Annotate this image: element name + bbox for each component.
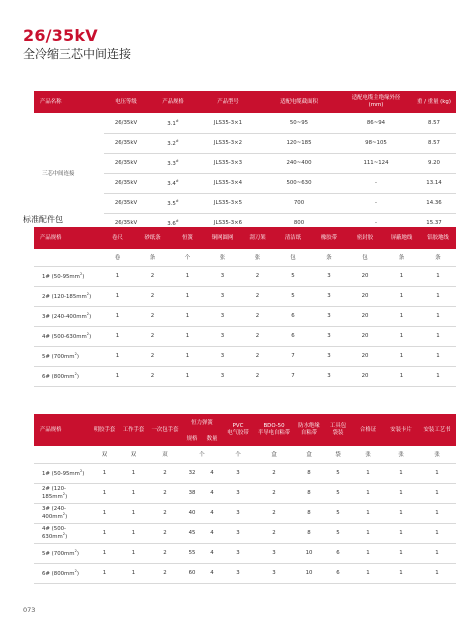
spec-mark: # [175,139,179,144]
value-cell: 20 [347,366,383,386]
unit-cell: 卷 [100,249,135,266]
col-header: 重 / 重量 (kg) [412,91,456,113]
value-cell: 2 [240,326,275,346]
spec-label: 4# (500-630mm [42,333,87,340]
unit-cell: 张 [352,446,384,463]
value-cell: 1 [100,306,135,326]
value-cell: 5 [324,523,352,543]
value-cell: 5 [324,483,352,503]
col-header: 产品规格 [34,227,100,249]
spec-cell [148,133,198,153]
table-header-row [34,91,456,113]
value-cell: 3 [222,483,254,503]
voltage-cell: 26/35kV [104,213,148,233]
table-header-row [34,227,456,249]
table-header-row [34,414,456,432]
section-title: 标准配件包 [23,215,63,224]
col-header: BDO-50 半导电自粘带 [254,414,294,446]
unit-cell: 条 [311,249,347,266]
value-cell: 3 [254,563,294,583]
col-header: 清洁纸 [275,227,311,249]
voltage-cell: 26/35kV [104,193,148,213]
spec-mark: # [175,179,179,184]
unit-cell: 盒 [254,446,294,463]
value-cell: 6 [275,306,311,326]
value-cell: 4 [202,543,222,563]
spec-mark: # [175,219,179,224]
units-row [34,249,456,266]
value-cell: 1 [352,563,384,583]
weight-cell: 8.57 [412,133,456,153]
value-cell: 1 [100,326,135,346]
model-cell: JLS35-3×2 [198,133,258,153]
col-header: 工作手套 [119,414,148,446]
value-cell: 2 [254,483,294,503]
value-cell: 1 [352,483,384,503]
col-header: 适配电缆主绝缘外径 (mm) [340,91,412,113]
value-cell: 3 [311,346,347,366]
value-cell: 2 [148,523,182,543]
col-header: 铝胶地线 [420,227,456,249]
value-cell: 1 [119,463,148,483]
unit-cell: 双 [148,446,182,463]
spec-cell: 3# $(240-400mm^2)$ [34,503,90,523]
weight-cell: 13.14 [412,173,456,193]
spec-value: 3.6 [167,220,176,227]
table-row [34,326,456,346]
value-cell: 3 [205,286,240,306]
voltage-cell: 26/35kV [104,173,148,193]
area-cell: 240~400 [258,153,340,173]
spec-value: 3.4 [167,180,176,187]
col-header: 适配电缆截面积 [258,91,340,113]
value-cell: 1 [119,503,148,523]
unit-cell: 包 [347,249,383,266]
spec-sup: 2 [74,352,77,357]
value-cell: 1 [100,346,135,366]
table-row [34,503,456,523]
value-cell: 1 [418,483,456,503]
value-cell: 2 [135,346,170,366]
value-cell: 1 [352,503,384,523]
col-header: 卷尺 [100,227,135,249]
spec-cell [148,173,198,193]
value-cell: 1 [170,266,205,286]
value-cell: 1 [90,523,119,543]
value-cell: 8 [294,503,324,523]
spec-sup: 2 [79,272,83,277]
value-cell: 3 [222,463,254,483]
unit-cell: 条 [420,249,456,266]
value-cell: 1 [170,366,205,386]
value-cell: 2 [254,463,294,483]
spec-sup: 2 [86,292,90,297]
value-cell: 2 [240,266,275,286]
value-cell: 1 [90,483,119,503]
page-title: 26/35kV [23,26,98,45]
value-cell: 1 [170,306,205,326]
col-header: PVC 电气胶带 [222,414,254,446]
spec-cell: 2# $(120-185mm^2)$ [34,286,100,306]
col-header: 产品规格 [148,91,198,113]
col-subheader: 规格 [182,432,202,446]
value-cell: 4 [202,503,222,523]
value-cell: 6 [275,326,311,346]
unit-cell [34,249,100,266]
value-cell: 8 [294,523,324,543]
value-cell: 1 [119,563,148,583]
value-cell: 6 [324,543,352,563]
unit-cell: 条 [383,249,420,266]
value-cell: 38 [182,483,202,503]
value-cell: 1 [383,326,420,346]
spec-cell: 6# $(800mm^2)$ [34,366,100,386]
diameter-cell: 111~124 [340,153,412,173]
value-cell: 3 [222,523,254,543]
value-cell: 1 [420,306,456,326]
value-cell: 1 [384,503,418,523]
value-cell: 3 [311,286,347,306]
col-header: 合格证 [352,414,384,446]
col-header: 铜网圆网 [205,227,240,249]
col-header: 安装卡片 [384,414,418,446]
model-cell: JLS35-3×6 [198,213,258,233]
value-cell: 1 [383,266,420,286]
table-row [34,306,456,326]
value-cell: 1 [383,366,420,386]
value-cell: 1 [90,503,119,523]
unit-cell: 个 [222,446,254,463]
value-cell: 5 [324,463,352,483]
value-cell: 1 [383,306,420,326]
unit-cell: 双 [119,446,148,463]
value-cell: 40 [182,503,202,523]
page-number: 073 [23,606,36,614]
value-cell: 2 [240,366,275,386]
value-cell: 1 [420,286,456,306]
col-header: 砂纸条 [135,227,170,249]
unit-cell: 张 [240,249,275,266]
spec-sup: 2 [74,569,77,574]
unit-cell: 条 [135,249,170,266]
value-cell: 1 [170,326,205,346]
value-cell: 1 [90,563,119,583]
value-cell: 60 [182,563,202,583]
area-cell: 50~95 [258,113,340,133]
spec-value: 3.2 [167,140,176,147]
spec-mark: # [175,118,179,123]
value-cell: 1 [90,543,119,563]
col-header: 一次包手套 [148,414,182,446]
units-row [34,446,456,463]
table-row [34,266,456,286]
value-cell: 1 [352,463,384,483]
accessory-table [34,227,456,387]
value-cell: 3 [205,326,240,346]
weight-cell: 15.37 [412,213,456,233]
spec-value: 3.5 [167,200,176,207]
value-cell: 1 [352,543,384,563]
col-subheader: 数量 [202,432,222,446]
col-header: 橡胶带 [311,227,347,249]
spec-cell: 4# $(500-630mm^2)$ [34,523,90,543]
value-cell: 2 [135,326,170,346]
col-header-group: 恒力弹簧 [182,414,222,432]
col-header: 密封胶 [347,227,383,249]
value-cell: 3 [222,503,254,523]
value-cell: 3 [222,543,254,563]
value-cell: 2 [254,503,294,523]
spec-cell: 4# $(500-630mm^2)$ [34,326,100,346]
area-cell: 800 [258,213,340,233]
spec-label: 1# (50-95mm [42,470,80,477]
value-cell: 20 [347,326,383,346]
table-row [34,483,456,503]
value-cell: 2 [240,346,275,366]
model-cell: JLS35-3×1 [198,113,258,133]
diameter-cell: - [340,213,412,233]
value-cell: 2 [148,463,182,483]
col-header: 明胶手套 [90,414,119,446]
spec-cell [148,193,198,213]
voltage-cell: 26/35kV [104,153,148,173]
value-cell: 3 [311,366,347,386]
value-cell: 1 [384,483,418,503]
value-cell: 5 [275,266,311,286]
value-cell: 32 [182,463,202,483]
unit-cell: 张 [205,249,240,266]
value-cell: 3 [222,563,254,583]
spec-sup: 2 [74,372,77,377]
value-cell: 7 [275,366,311,386]
table-row [34,563,456,583]
unit-cell: 盒 [294,446,324,463]
value-cell: 2 [135,266,170,286]
value-cell: 3 [254,543,294,563]
value-cell: 8 [294,463,324,483]
value-cell: 1 [418,543,456,563]
value-cell: 45 [182,523,202,543]
value-cell: 20 [347,306,383,326]
value-cell: 2 [135,366,170,386]
model-cell: JLS35-3×4 [198,173,258,193]
table-row [34,523,456,543]
spec-label: 5# (700mm [42,550,75,557]
value-cell: 1 [119,543,148,563]
value-cell: 2 [240,306,275,326]
spec-sup: 2 [74,549,77,554]
spec-label: 2# (120-185mm [42,486,66,500]
col-header: 工具包 袋装 [324,414,352,446]
spec-cell: 5# $(700mm^2)$ [34,543,90,563]
diameter-cell: - [340,193,412,213]
value-cell: 3 [205,306,240,326]
spec-cell: 5# $(700mm^2)$ [34,346,100,366]
table-row [34,113,456,133]
spec-sup: 2 [86,312,90,317]
diameter-cell: - [340,173,412,193]
value-cell: 3 [205,346,240,366]
value-cell: 4 [202,563,222,583]
spec-label: 1# (50-95mm [42,273,80,280]
value-cell: 1 [420,266,456,286]
value-cell: 1 [352,523,384,543]
table-row [34,346,456,366]
spec-cell: 1# $(50-95mm^2)$ [34,266,100,286]
voltage-cell: 26/35kV [104,133,148,153]
unit-cell: 双 [90,446,119,463]
diameter-cell: 98~105 [340,133,412,153]
product-spec-table [34,91,456,234]
value-cell: 3 [205,266,240,286]
unit-cell: 张 [418,446,456,463]
spec-label: 2# (120-185mm [42,293,87,300]
col-header: 产品规格 [34,414,90,446]
weight-cell: 14.36 [412,193,456,213]
col-header: 刮刀架 [240,227,275,249]
model-cell: JLS35-3×3 [198,153,258,173]
col-header: 电压等级 [104,91,148,113]
value-cell: 1 [418,463,456,483]
page-subtitle: 全冷缩三芯中间连接 [23,47,132,61]
value-cell: 1 [119,523,148,543]
value-cell: 1 [383,286,420,306]
spec-label: 4# (500-630mm [42,526,66,540]
spec-mark: # [175,159,179,164]
table-row [34,463,456,483]
table-row [34,366,456,386]
value-cell: 1 [383,346,420,366]
value-cell: 20 [347,286,383,306]
value-cell: 10 [294,563,324,583]
unit-cell: 袋 [324,446,352,463]
value-cell: 1 [418,523,456,543]
spec-cell: 3# $(240-400mm^2)$ [34,306,100,326]
spec-sup: 2 [86,332,90,337]
unit-cell [34,446,90,463]
value-cell: 5 [324,503,352,523]
diameter-cell: 86~94 [340,113,412,133]
unit-cell: 包 [275,249,311,266]
spec-sup: 2 [79,469,83,474]
value-cell: 4 [202,483,222,503]
value-cell: 20 [347,346,383,366]
value-cell: 4 [202,463,222,483]
spec-label: 3# (240-400mm [42,313,87,320]
value-cell: 2 [148,543,182,563]
unit-cell: 个 [170,249,205,266]
product-name-cell: 三芯中间连接 [34,113,104,233]
value-cell: 2 [148,483,182,503]
value-cell: 1 [170,286,205,306]
value-cell: 1 [100,366,135,386]
area-cell: 120~185 [258,133,340,153]
value-cell: 3 [311,306,347,326]
spec-label: 3# (240-400mm [42,506,66,520]
col-header: 安装工艺书 [418,414,456,446]
table-row [34,286,456,306]
value-cell: 5 [275,286,311,306]
area-cell: 700 [258,193,340,213]
value-cell: 2 [135,306,170,326]
spec-cell: 1# $(50-95mm^2)$ [34,463,90,483]
value-cell: 55 [182,543,202,563]
value-cell: 1 [384,463,418,483]
spec-sup: 2 [62,492,66,497]
weight-cell: 9.20 [412,153,456,173]
spec-value: 3.1 [167,120,176,127]
spec-cell [148,153,198,173]
value-cell: 1 [100,266,135,286]
model-cell: JLS35-3×5 [198,193,258,213]
value-cell: 1 [418,563,456,583]
spec-cell [148,113,198,133]
value-cell: 1 [100,286,135,306]
spec-cell: 2# $(120-185mm^2)$ [34,483,90,503]
value-cell: 3 [205,366,240,386]
spec-label: 6# (800mm [42,373,75,380]
spec-sup: 2 [62,512,66,517]
value-cell: 20 [347,266,383,286]
value-cell: 2 [240,286,275,306]
spec-mark: # [175,199,179,204]
value-cell: 10 [294,543,324,563]
weight-cell: 8.57 [412,113,456,133]
value-cell: 1 [384,563,418,583]
spec-sup: 2 [62,532,66,537]
area-cell: 500~630 [258,173,340,193]
value-cell: 3 [311,266,347,286]
value-cell: 6 [324,563,352,583]
value-cell: 2 [148,503,182,523]
col-header: 屏蔽地线 [383,227,420,249]
value-cell: 7 [275,346,311,366]
unit-cell: 张 [384,446,418,463]
unit-cell: 个 [182,446,222,463]
value-cell: 1 [420,326,456,346]
spec-label: 6# (800mm [42,570,75,577]
value-cell: 1 [384,543,418,563]
value-cell: 8 [294,483,324,503]
tools-table [34,414,456,584]
value-cell: 3 [311,326,347,346]
value-cell: 2 [254,523,294,543]
col-header: 产品名称 [34,91,104,113]
value-cell: 1 [119,483,148,503]
value-cell: 4 [202,523,222,543]
value-cell: 1 [384,523,418,543]
value-cell: 1 [420,366,456,386]
value-cell: 1 [420,346,456,366]
value-cell: 1 [170,346,205,366]
spec-cell: 6# $(800mm^2)$ [34,563,90,583]
spec-value: 3.3 [167,160,176,167]
value-cell: 1 [418,503,456,523]
value-cell: 1 [90,463,119,483]
col-header: 产品型号 [198,91,258,113]
value-cell: 2 [135,286,170,306]
col-header: 防水绝缘 自粘带 [294,414,324,446]
col-header: 恒簧 [170,227,205,249]
table-row [34,543,456,563]
voltage-cell: 26/35kV [104,113,148,133]
value-cell: 2 [148,563,182,583]
spec-label: 5# (700mm [42,353,75,360]
